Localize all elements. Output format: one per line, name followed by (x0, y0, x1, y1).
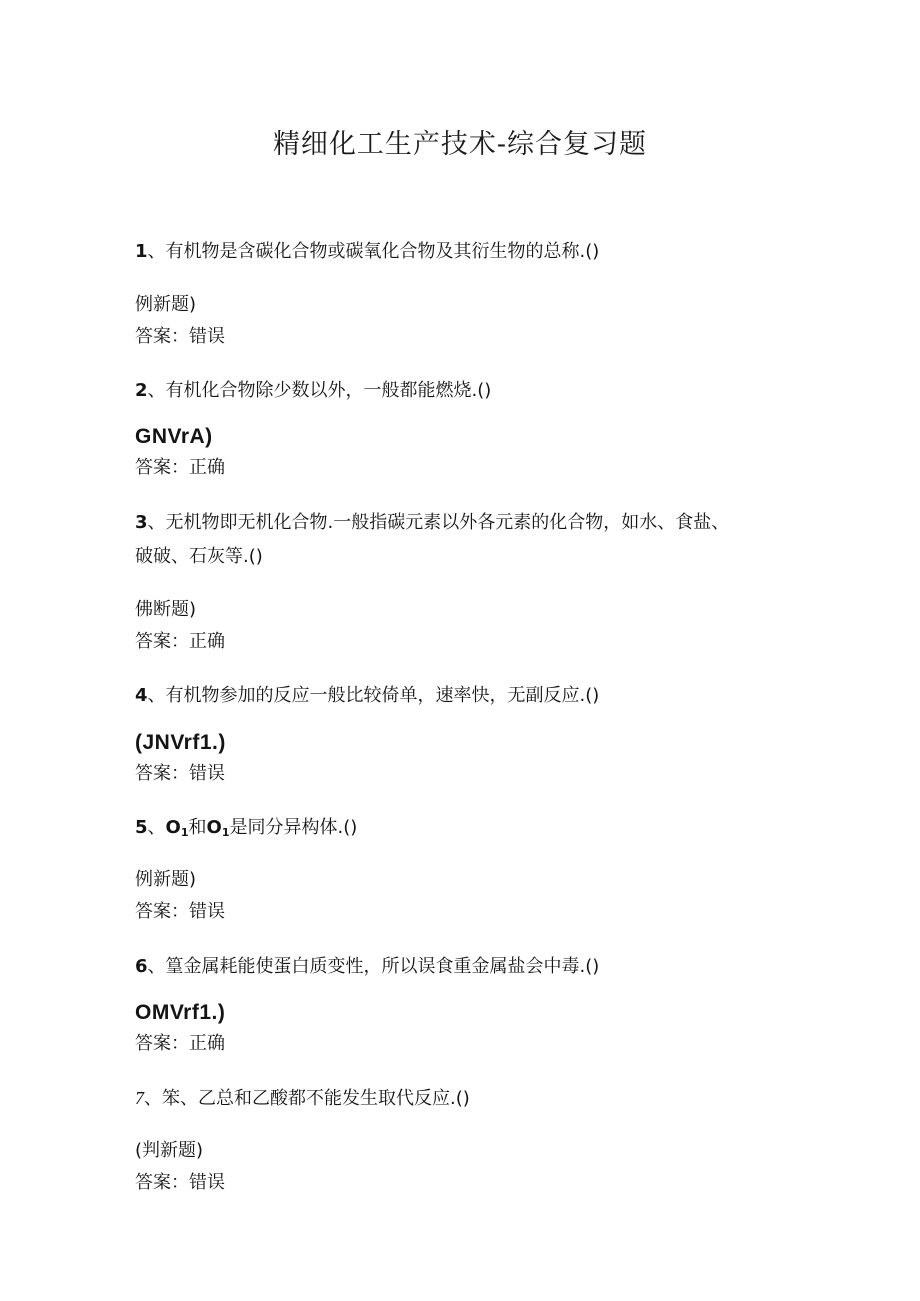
question-text: 、有机物是含碳化合物或碳氧化合物及其衍生物的总称.() (147, 241, 600, 262)
question-number: 4 (135, 685, 148, 706)
answer-text: 答案：正确 (135, 457, 225, 478)
oxygen-symbol: O (206, 817, 222, 838)
question-4 (135, 684, 599, 708)
question-type-label: GNVrA) (135, 425, 213, 448)
answer-text: 答案：错误 (135, 326, 225, 347)
question-text-continued: 破破、石灰等.() (135, 546, 263, 567)
question-text: 、笨、乙总和乙酸都不能发生取代反应.() (144, 1088, 470, 1109)
question-type-label: (判新题) (135, 1140, 204, 1161)
question-type-label: 例新题) (135, 294, 197, 315)
question-text: 、篁金属耗能使蛋白质变性，所以误食重金属盐会中毒.() (147, 956, 600, 977)
question-text: 、有机物参加的反应一般比较倚单，速率快，无副反应.() (147, 685, 600, 706)
question-5 (135, 816, 357, 845)
question-text: 、无机物即无机化合物.一般指碳元素以外各元素的化合物，如水、食盐、 (147, 512, 730, 533)
document-title: 精细化工生产技术-综合复习题 (272, 129, 648, 160)
question-2 (135, 379, 491, 403)
question-number: 7 (135, 1088, 144, 1108)
question-7 (135, 1086, 470, 1111)
question-1 (135, 240, 599, 264)
question-text: 、有机化合物除少数以外，一般都能燃烧.() (147, 380, 492, 401)
question-type-label: 例新题) (135, 869, 197, 890)
answer-text: 答案：错误 (135, 763, 225, 784)
question-number: 6 (135, 956, 148, 977)
answer-text: 答案：错误 (135, 1172, 225, 1193)
question-text: 、 (147, 817, 166, 838)
question-number: 2 (135, 380, 148, 401)
answer-text: 答案：正确 (135, 1033, 225, 1054)
question-type-label: OMVrf1.) (135, 1001, 226, 1024)
question-number: 3 (135, 512, 148, 533)
oxygen-symbol: O (165, 817, 181, 838)
answer-text: 答案：正确 (135, 631, 225, 652)
answer-text: 答案：错误 (135, 901, 225, 922)
question-type-label: (JNVrf1.) (135, 731, 226, 754)
question-3 (135, 511, 729, 535)
question-text: 和 (188, 817, 207, 838)
question-type-label: 佛断题) (135, 599, 197, 620)
question-number: 1 (135, 241, 148, 262)
subscript: 1 (180, 826, 189, 839)
subscript: 1 (221, 826, 230, 839)
question-text: 是同分异构体.() (229, 817, 358, 838)
question-number: 5 (135, 817, 148, 838)
question-6 (135, 955, 599, 979)
